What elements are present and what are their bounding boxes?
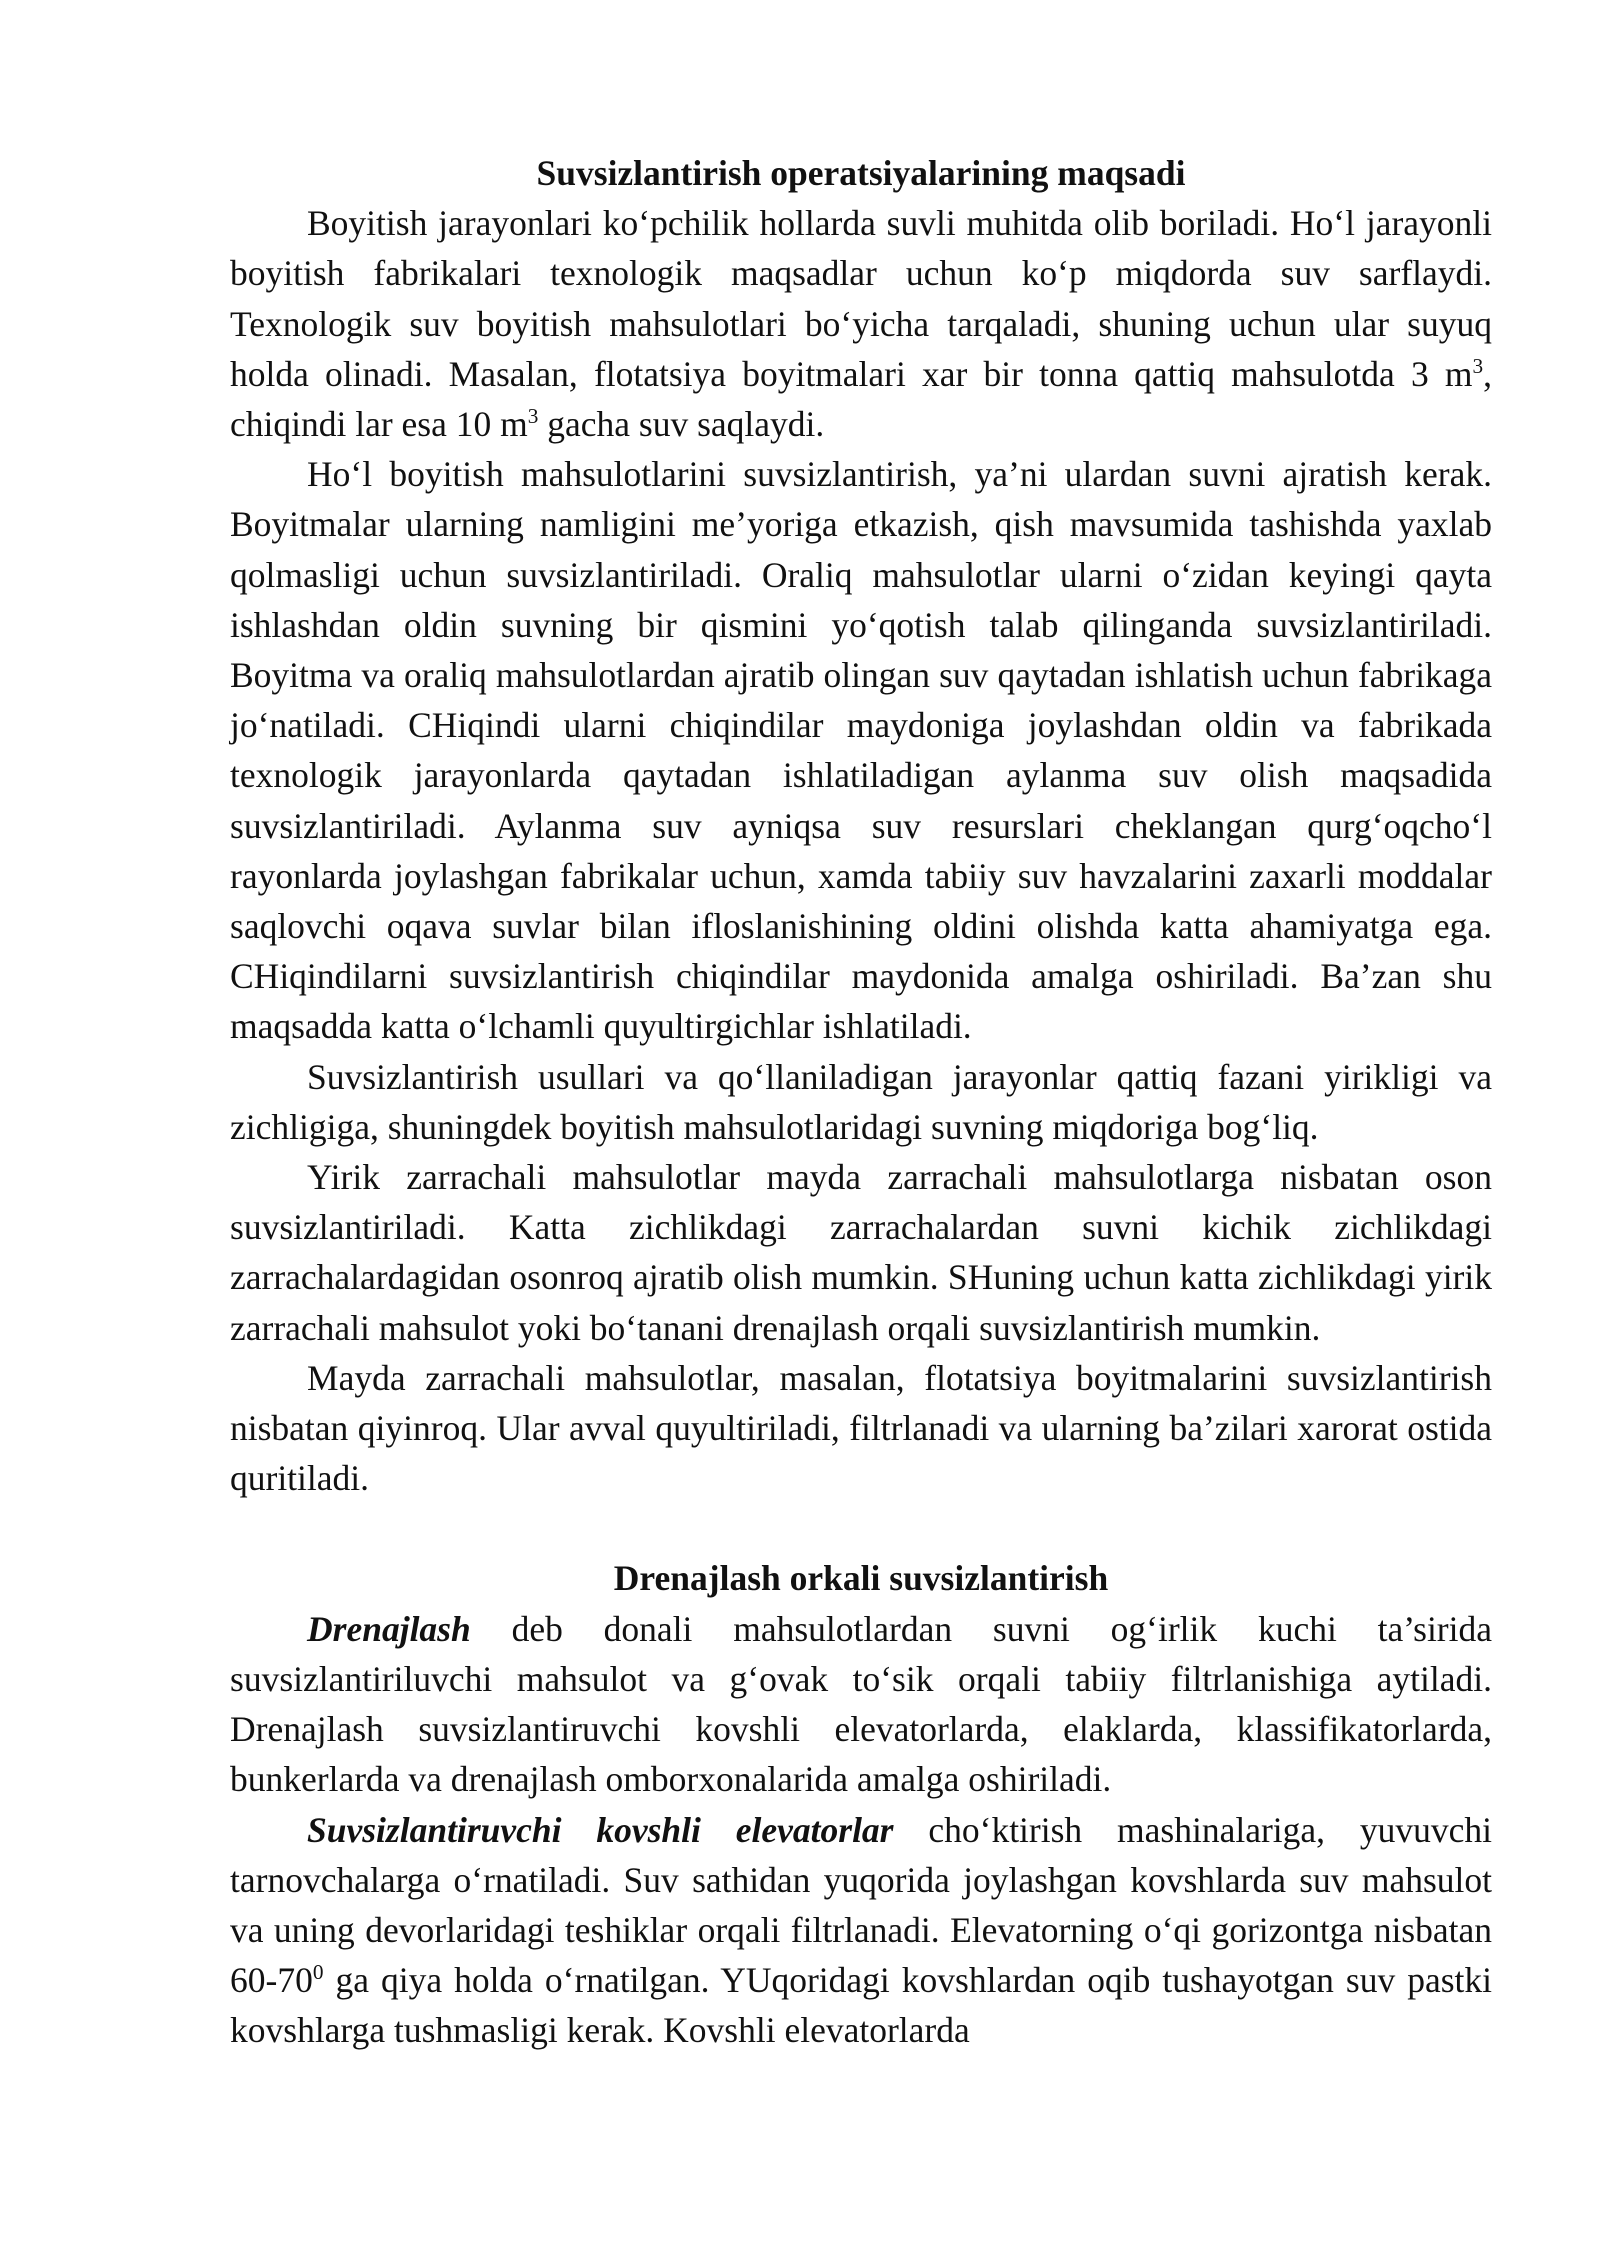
section-spacer (230, 1503, 1492, 1553)
term-drainage: Drenajlash (307, 1608, 471, 1649)
paragraph-fine-particles: Mayda zarrachali mahsulotlar, masalan, flotatsiya boyitmalarini suvsizlantirish nisbatan qiyinroq. Ular avval quyultiriladi, filtrlanadi va ularning ba’zilari xarorat ostida quritiladi. (230, 1357, 1492, 1499)
paragraph-bucket-elevators (230, 1805, 1492, 2056)
term-bucket-elevators: Suvsizlantiruvchi kovshli elevatorlar (307, 1809, 894, 1850)
paragraph-wet-processing (230, 198, 1492, 449)
superscript: 3 (527, 404, 539, 429)
paragraph-coarse-particles: Yirik zarrachali mahsulotlar mayda zarrachali mahsulotlarga nisbatan oson suvsizlantiriladi. Katta zichlikdagi zarrachalardan suvni kichik zichlikdagi zarrachalardagidan osonroq ajratib olish mumkin. SHuning uchun katta zichlikdagi yirik zarrachali mahsulot yoki bo‘tanani drenajlash orqali suvsizlantirish mumkin. (230, 1157, 1492, 1348)
document-page (230, 148, 1492, 2056)
section-title-drainage: Drenajlash orkali suvsizlantirish (613, 1558, 1109, 1599)
text-run: gacha suv saqlaydi. (538, 404, 825, 445)
superscript: 3 (1472, 353, 1484, 378)
text-run: Boyitish jarayonlari ko‘pchilik hollarda suvli muhitda olib boriladi. Ho‘l jarayonli boyitish fabrikalari texnologik maqsadlar uchun ko‘p miqdorda suv sarflaydi. Texnologik suv boyitish mahsulotlari bo‘yicha tarqaladi, shuning uchun ular suyuq holda olinadi. Masalan, flotatsiya boyitmalari xar bir tonna qattiq mahsulotda 3 m (230, 203, 1492, 394)
paragraph-dewatering-need: Ho‘l boyitish mahsulotlarini suvsizlantirish, ya’ni ulardan suvni ajratish kerak. Boyitmalar ularning namligini me’yoriga etkazish, qish mavsumida tashishda yaxlab qolmasligi uchun suvsizlantiriladi. Oraliq mahsulotlar ularni o‘zidan keyingi qayta ishlashdan oldin suvning bir qismini yo‘qotish talab qilinganda suvsizlantiriladi. Boyitma va oraliq mahsulotlardan ajratib olingan suv qaytadan ishlatish uchun fabrikaga jo‘natiladi. CHiqindi ularni chiqindilar maydoniga joylashdan oldin va fabrikada texnologik jarayonlarda qaytadan ishlatiladigan aylanma suv olish maqsadida suvsizlantiriladi. Aylanma suv ayniqsa suv resurslari cheklangan qurg‘oqcho‘l rayonlarda joylashgan fabrikalar uchun, xamda tabiiy suv havzalarini zaxarli moddalar saqlovchi oqava suvlar bilan ifloslanishining oldini olishda katta ahamiyatga ega. CHiqindilarni suvsizlantirish chiqindilar maydonida amalga oshiriladi. Ba’zan shu maqsadda katta o‘lchamli quyultirgichlar ishlatiladi. (230, 454, 1492, 1047)
paragraph-drainage-definition (230, 1604, 1492, 1805)
text-run: ga qiya holda o‘rnatilgan. YUqoridagi kovshlardan oqib tushayotgan suv pastki kovshlarga tushmasligi kerak. Kovshli elevatorlarda (230, 1960, 1492, 2051)
paragraph-dewatering-methods: Suvsizlantirish usullari va qo‘llaniladigan jarayonlar qattiq fazani yirikligi va zichligiga, shuningdek boyitish mahsulotlaridagi suvning miqdoriga bog‘liq. (230, 1056, 1492, 1147)
text-run: , chiqindi lar esa 10 m (230, 353, 1492, 445)
superscript: 0 (312, 1960, 324, 1985)
text-run: cho‘ktirish mashinalariga, yuvuvchi tarnovchalarga o‘rnatiladi. Suv sathidan yuqorida joylashgan kovshlarda suv mahsulot va uning devorlaridagi teshiklar orqali filtrlanadi. Elevatorning o‘qi gorizontga nisbatan 60-70 (230, 1809, 1492, 2001)
text-run: deb donali mahsulotlardan suvni og‘irlik kuchi ta’sirida suvsizlantiriluvchi mahsulot va g‘ovak to‘sik orqali tabiiy filtrlanishiga aytiladi. Drenajlash suvsizlantiruvchi kovshli elevatorlarda, elaklarda, klassifikatorlarda, bunkerlarda va drenajlash omborxonalarida amalga oshiriladi. (230, 1608, 1492, 1800)
section-title-dewatering-purpose: Suvsizlantirish operatsiyalarining maqsadi (536, 153, 1186, 193)
